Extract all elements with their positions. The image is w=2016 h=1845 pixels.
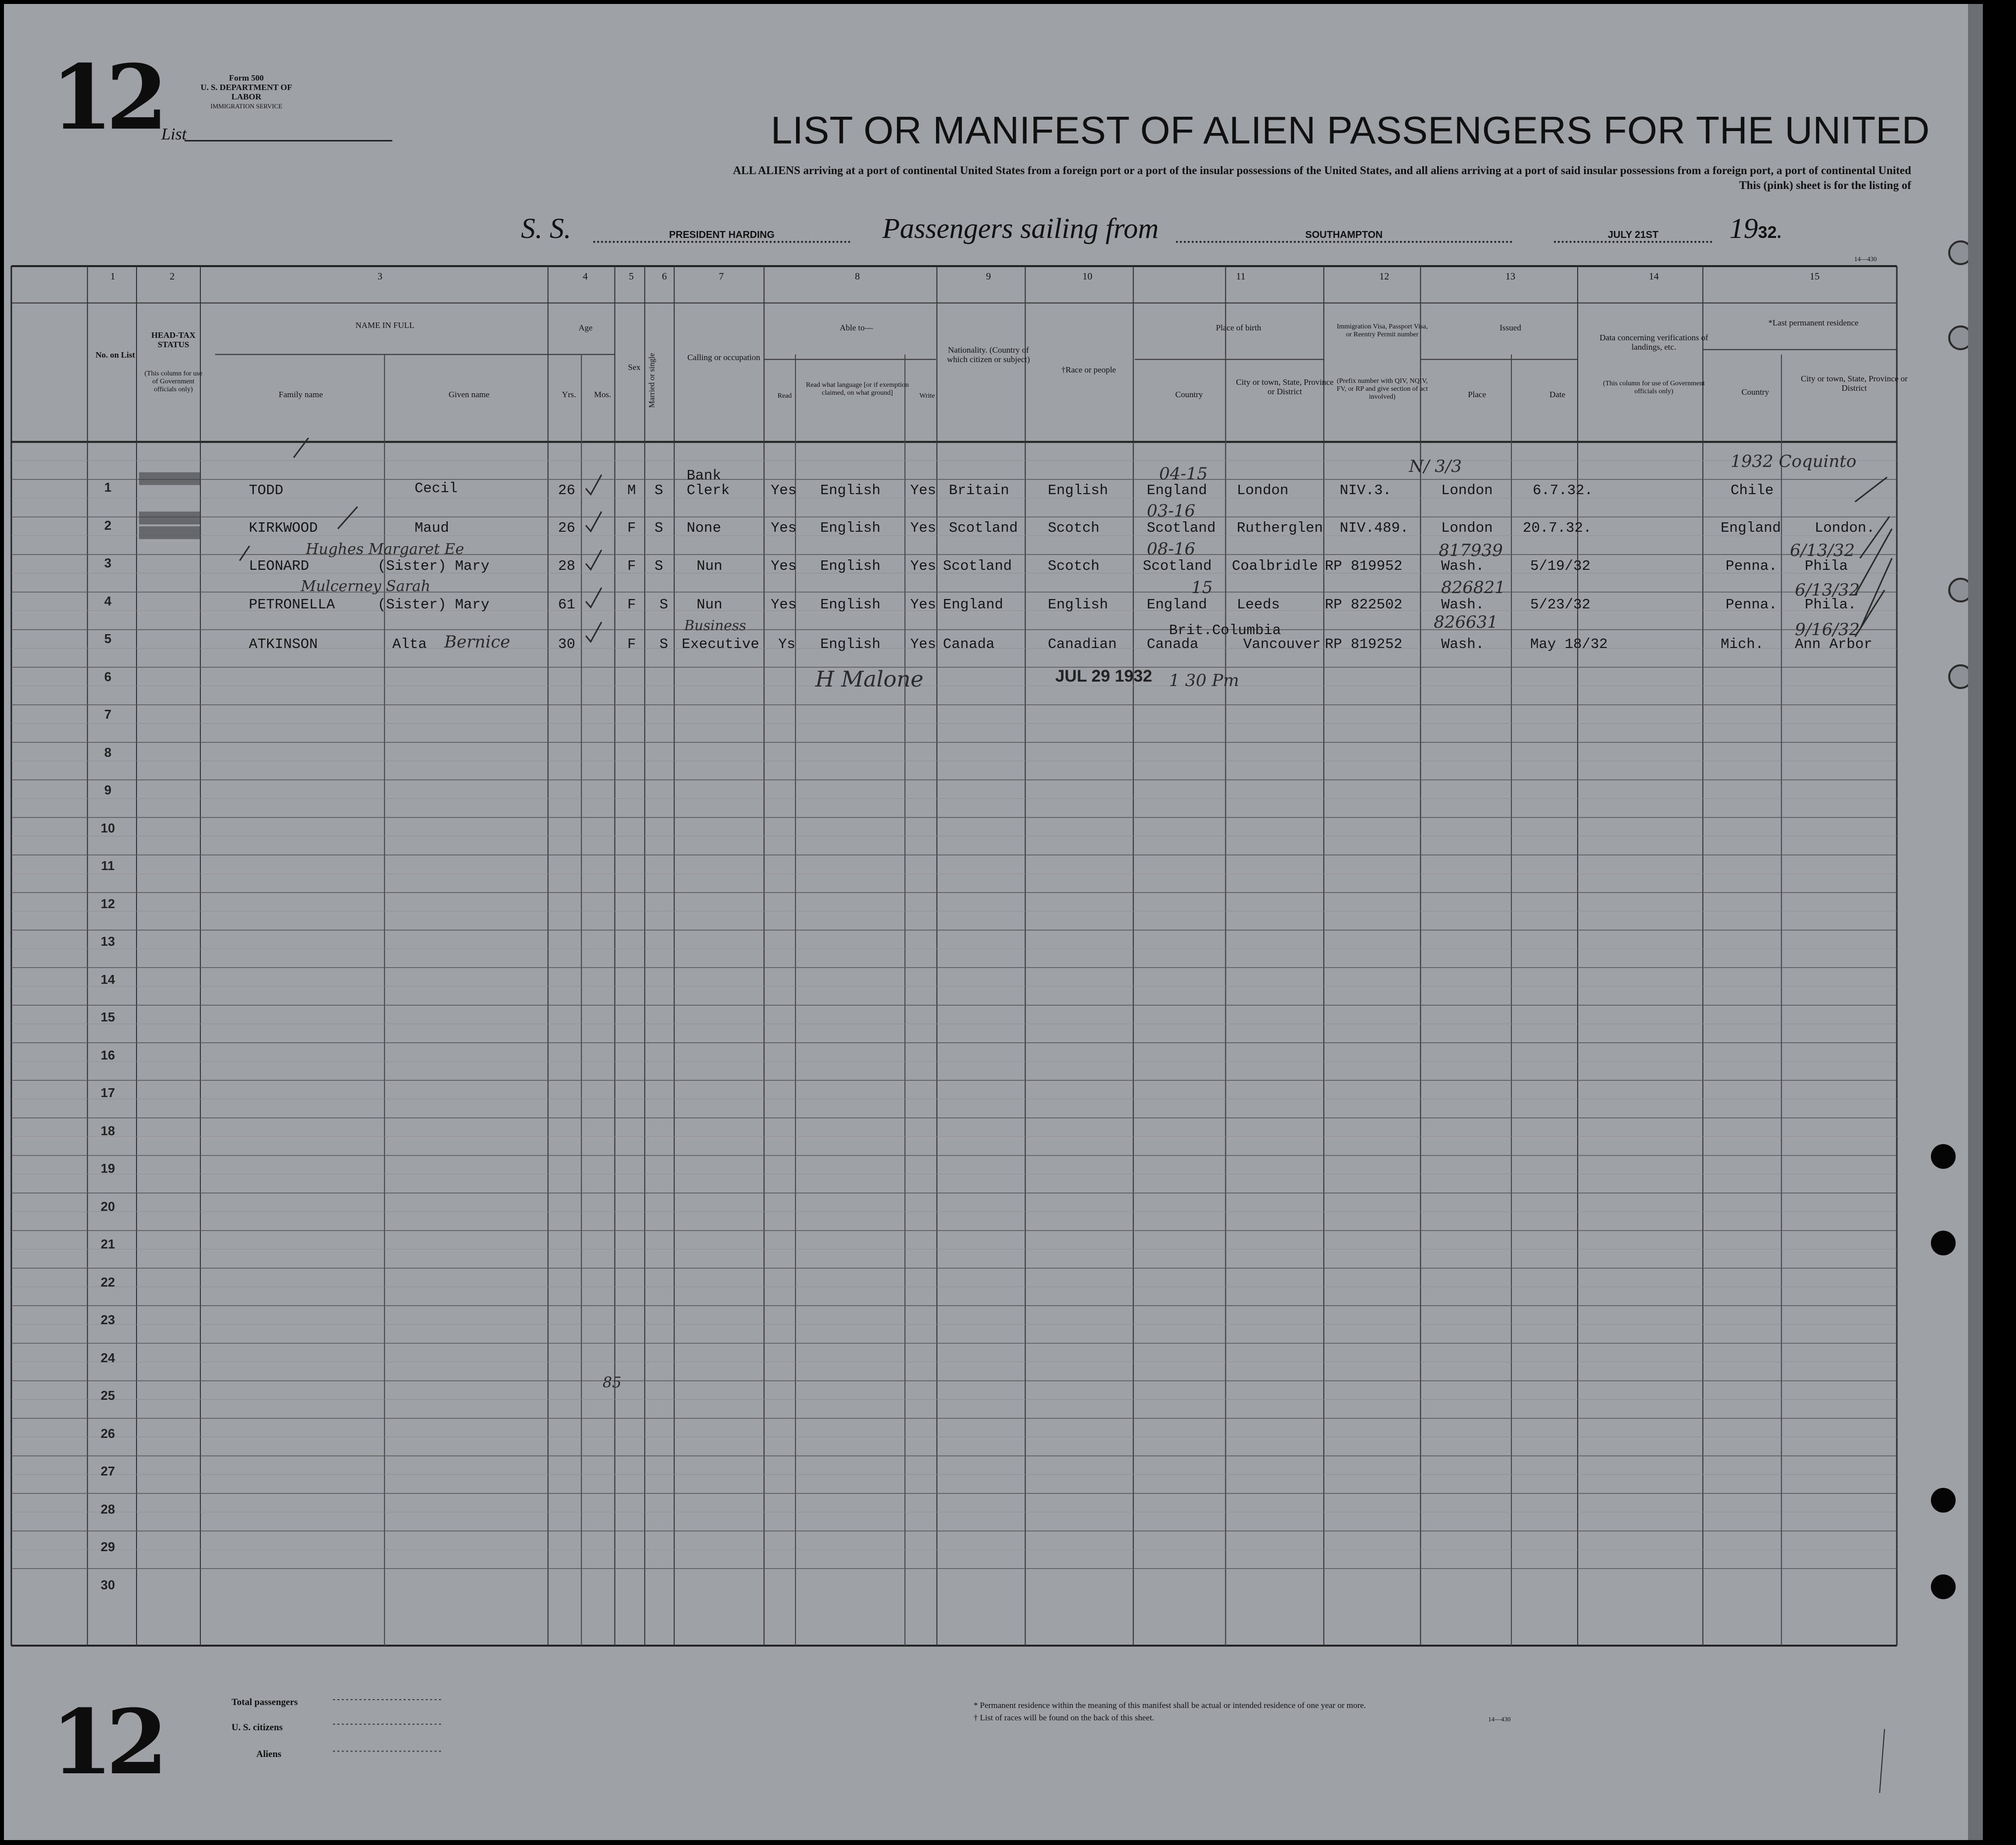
hdr-issued: Issued xyxy=(1500,323,1521,332)
colnum-8: 8 xyxy=(855,271,860,282)
subtitle-2: This (pink) sheet is for the listing of xyxy=(1739,179,1911,191)
issued-date: 6.7.32. xyxy=(1533,482,1593,499)
row-number: 25 xyxy=(100,1388,115,1403)
row-number: 16 xyxy=(100,1047,115,1062)
birth-country: Canada xyxy=(1147,636,1199,652)
colnum-10: 10 xyxy=(1082,271,1092,282)
language: English xyxy=(820,636,881,652)
race: Canadian xyxy=(1048,636,1117,652)
port-name: SOUTHAMPTON xyxy=(1176,230,1512,243)
hdr-married: Married or single xyxy=(648,353,656,408)
row-number: 6 xyxy=(104,669,112,684)
write: Yes xyxy=(910,597,937,613)
hdr-read: Read xyxy=(777,392,792,400)
residence-city: London. xyxy=(1815,520,1875,536)
hdr-able-to: Able to— xyxy=(840,323,873,332)
issued-place: London xyxy=(1441,520,1493,536)
read: Yes xyxy=(771,520,797,536)
row-number: 8 xyxy=(104,744,112,760)
sex: F xyxy=(627,636,636,652)
hand-r3-dates: 08-16 xyxy=(1147,539,1196,559)
language: English xyxy=(820,482,881,499)
nationality: Scotland xyxy=(943,558,1012,574)
row-number: 29 xyxy=(100,1539,115,1554)
pen-stroke xyxy=(1879,1729,1884,1793)
hand-r4-dates: 15 xyxy=(1191,578,1213,598)
check-mark xyxy=(586,511,602,531)
hdr-mos: Mos. xyxy=(594,390,611,399)
year-prefix: 19 xyxy=(1729,212,1758,244)
binder-hole xyxy=(1948,664,1973,689)
residence-country: Mich. xyxy=(1721,636,1764,652)
colnum-14: 14 xyxy=(1649,271,1659,282)
occupation: None xyxy=(687,520,721,536)
hdr-family-name: Family name xyxy=(279,390,323,399)
residence-country: Penna. xyxy=(1726,558,1778,574)
birth-country: Scotland xyxy=(1147,520,1216,536)
manifest-sheet xyxy=(4,4,1983,1840)
hdr-calling: Calling or occupation xyxy=(687,353,760,362)
occupation: Nun xyxy=(697,558,723,574)
row-number: 18 xyxy=(100,1123,115,1138)
language: English xyxy=(820,558,881,574)
family-name: PETRONELLA xyxy=(249,597,335,613)
row-number: 7 xyxy=(104,707,112,722)
given-name: (Sister) Mary xyxy=(377,597,490,613)
visa-number: RP 822502 xyxy=(1325,597,1403,613)
hdr-head-tax: HEAD-TAX STATUS xyxy=(151,330,196,349)
row-number: 15 xyxy=(100,1010,115,1024)
row-number: 11 xyxy=(101,858,115,873)
colnum-13: 13 xyxy=(1505,271,1515,282)
us-citizens-label: U. S. citizens xyxy=(232,1722,283,1733)
birth-city: Vancouver xyxy=(1243,636,1321,652)
hdr-issued-place: Place xyxy=(1468,390,1486,399)
birth-city: Rutherglen xyxy=(1237,520,1323,536)
issued-place: Wash. xyxy=(1441,597,1485,613)
sex: M xyxy=(627,482,636,499)
read: Ys xyxy=(778,636,796,652)
colnum-4: 4 xyxy=(583,271,588,282)
row-number: 3 xyxy=(104,555,112,570)
hdr-nationality: Nationality. (Country of which citizen or subject) xyxy=(947,345,1030,364)
race: English xyxy=(1048,482,1108,499)
hdr-given-name: Given name xyxy=(448,390,490,399)
colnum-1: 1 xyxy=(110,271,115,282)
punch-hole xyxy=(1931,1231,1956,1255)
issued-date: 5/23/32 xyxy=(1530,597,1591,613)
row-number: 9 xyxy=(104,783,112,797)
residence-country: Chile xyxy=(1731,482,1774,499)
birth-city: London xyxy=(1237,482,1289,499)
birth-note: Brit.Columbia xyxy=(1169,622,1281,639)
visa-number: RP 819952 xyxy=(1325,558,1403,574)
marital: S xyxy=(659,597,668,613)
row-number: 22 xyxy=(100,1274,115,1290)
marital: S xyxy=(659,636,668,652)
hand-r4-res: 6/13/32 xyxy=(1795,580,1860,600)
birth-country: England xyxy=(1147,482,1207,499)
hdr-name-in-full: NAME IN FULL xyxy=(355,321,415,330)
row-number: 26 xyxy=(100,1426,115,1441)
head-tax-stamp xyxy=(139,511,200,524)
sex: F xyxy=(627,597,636,613)
visa-number: NIV.3. xyxy=(1340,482,1392,499)
family-name: ATKINSON xyxy=(249,636,318,652)
visa-number: RP 819252 xyxy=(1325,636,1403,652)
footnote-races: † List of races will be found on the back of this sheet. xyxy=(974,1713,1154,1722)
write: Yes xyxy=(910,520,937,536)
hand-r5-given: Bernice xyxy=(444,632,511,652)
colnum-2: 2 xyxy=(170,271,175,282)
age: 26 xyxy=(558,482,575,499)
hdr-sex: Sex xyxy=(628,363,641,372)
row-number: 24 xyxy=(100,1350,115,1365)
hdr-issued-date: Date xyxy=(1549,390,1566,399)
service-name: IMMIGRATION SERVICE xyxy=(210,102,282,110)
row-number: 19 xyxy=(100,1161,115,1176)
pen-stroke xyxy=(239,546,249,561)
sailing-date: JULY 21ST xyxy=(1554,230,1712,243)
issued-date: May 18/32 xyxy=(1530,636,1608,652)
hdr-place-of-birth: Place of birth xyxy=(1216,323,1262,332)
birth-country: England xyxy=(1147,597,1207,613)
hdr-pob-city: City or town, State, Province or District xyxy=(1236,377,1334,396)
hand-r1-visa: N/ 3/3 xyxy=(1409,457,1462,476)
pen-stroke xyxy=(338,507,358,529)
binder-hole xyxy=(1948,578,1973,602)
residence-country: England xyxy=(1721,520,1781,536)
family-name: TODD xyxy=(249,482,283,499)
write: Yes xyxy=(910,636,937,652)
given-name: Alta xyxy=(392,636,427,652)
hand-r2-dates: 03-16 xyxy=(1147,501,1196,521)
birth-country: Scotland xyxy=(1143,558,1212,574)
read: Yes xyxy=(771,482,797,499)
age: 61 xyxy=(558,597,575,613)
hdr-last-res-city: City or town, State, Province or District xyxy=(1801,374,1908,393)
marital: S xyxy=(655,482,663,499)
nationality: England xyxy=(943,597,1003,613)
language: English xyxy=(820,597,881,613)
read: Yes xyxy=(771,597,797,613)
hand-r3-number: 817939 xyxy=(1439,541,1503,560)
row-number: 1 xyxy=(104,480,112,495)
read: Yes xyxy=(771,558,797,574)
row-number: 17 xyxy=(100,1085,115,1100)
aliens-label: Aliens xyxy=(256,1749,281,1759)
hand-r3-name: Hughes Margaret Ee xyxy=(306,541,465,558)
hand-row25-mark: 85 xyxy=(603,1374,622,1391)
check-mark xyxy=(586,475,602,495)
hdr-write: Write xyxy=(919,392,935,400)
issued-place: London xyxy=(1441,482,1493,499)
colnum-5: 5 xyxy=(629,271,634,282)
nationality: Britain xyxy=(949,482,1009,499)
birth-city: Coalbridle xyxy=(1232,558,1318,574)
page-number-top: 12 xyxy=(51,46,161,150)
list-label: List xyxy=(161,125,187,143)
department-name: U. S. DEPARTMENT OF LABOR xyxy=(200,83,292,101)
head-tax-stamp xyxy=(139,526,200,539)
visa-number: NIV.489. xyxy=(1340,520,1409,536)
form-code-bottom: 14—430 xyxy=(1488,1715,1511,1723)
occupation: Nun xyxy=(697,597,723,613)
row-number: 10 xyxy=(100,820,115,835)
colnum-15: 15 xyxy=(1810,271,1820,282)
given-name: Cecil xyxy=(415,480,458,497)
issued-date: 20.7.32. xyxy=(1523,520,1592,536)
footnote-residence: * Permanent residence within the meaning of this manifest shall be actual or intended residence of one year or more. xyxy=(974,1701,1366,1710)
race: English xyxy=(1048,597,1108,613)
colnum-11: 11 xyxy=(1236,271,1246,282)
row-number: 21 xyxy=(100,1237,115,1251)
given-name: Maud xyxy=(415,520,449,536)
hdr-race: †Race or people xyxy=(1061,365,1116,374)
hdr-visa-note: (Prefix number with QIV, NQIV, FV, or RP and give section of act involved) xyxy=(1336,377,1428,401)
hdr-verifications-note: (This column for use of Government officials only) xyxy=(1603,380,1705,395)
residence-city: Ann Arbor xyxy=(1795,636,1873,652)
binder-hole xyxy=(1948,240,1973,265)
check-mark xyxy=(586,550,602,570)
hand-r5-res: 9/16/32 xyxy=(1795,620,1860,640)
write: Yes xyxy=(910,482,937,499)
hand-r5-number: 826631 xyxy=(1434,612,1498,632)
form-code-top: 14—430 xyxy=(1854,255,1877,263)
race: Scotch xyxy=(1048,520,1100,536)
colnum-6: 6 xyxy=(662,271,667,282)
birth-city: Leeds xyxy=(1237,597,1280,613)
colnum-9: 9 xyxy=(986,271,991,282)
check-mark xyxy=(586,622,602,642)
hdr-yrs: Yrs. xyxy=(562,390,576,399)
nationality: Canada xyxy=(943,636,995,652)
head-tax-stamp xyxy=(139,472,200,485)
race: Scotch xyxy=(1048,558,1100,574)
hdr-head-tax-note: (This column for use of Government officials only) xyxy=(144,370,203,393)
hdr-last-res-country: Country xyxy=(1741,387,1769,397)
marital: S xyxy=(655,558,663,574)
form-no: Form 500 xyxy=(229,73,264,83)
issued-place: Wash. xyxy=(1441,636,1485,652)
punch-hole xyxy=(1931,1488,1956,1513)
hand-time: 1 30 Pm xyxy=(1169,671,1239,691)
issued-date: 5/19/32 xyxy=(1530,558,1591,574)
year-suffix: 32. xyxy=(1758,223,1782,242)
row-number: 4 xyxy=(104,593,112,608)
page-title: LIST OR MANIFEST OF ALIEN PASSENGERS FOR THE UNITED xyxy=(771,108,1930,152)
ship-name: PRESIDENT HARDING xyxy=(593,230,850,243)
colnum-3: 3 xyxy=(377,271,382,282)
ss-label: S. S. xyxy=(521,212,571,244)
check-mark xyxy=(586,588,602,607)
hdr-visa: Immigration Visa, Passport Visa, or Reentry Permit number xyxy=(1336,323,1428,338)
hand-r4-name: Mulcerney Sarah xyxy=(301,578,431,595)
marital: S xyxy=(655,520,663,536)
row-number: 5 xyxy=(104,631,112,646)
language: English xyxy=(820,520,881,536)
age: 26 xyxy=(558,520,575,536)
tick-mark xyxy=(1860,558,1892,630)
row-number: 28 xyxy=(100,1501,115,1517)
sex: F xyxy=(627,520,636,536)
page-number-bottom: 12 xyxy=(51,1690,161,1795)
hand-r4-number: 826821 xyxy=(1441,578,1505,598)
hdr-pob-country: Country xyxy=(1175,390,1203,399)
residence-city: Phila xyxy=(1805,558,1848,574)
given-name: (Sister) Mary xyxy=(377,558,490,574)
hdr-verifications: Data concerning verifications of landings, etc. xyxy=(1599,333,1708,352)
occupation: Executive xyxy=(682,636,759,652)
hand-r1-residence: 1932 Coquinto xyxy=(1731,452,1857,471)
hand-r5-occupation: Business xyxy=(684,617,747,634)
family-name: KIRKWOOD xyxy=(249,520,318,536)
hdr-no-on-list: No. on List xyxy=(95,350,135,360)
hand-r3-res: 6/13/32 xyxy=(1790,541,1855,560)
write: Yes xyxy=(910,558,937,574)
binder-hole xyxy=(1948,325,1973,350)
sailing-label: Passengers sailing from xyxy=(882,212,1159,244)
date-stamp: JUL 29 1932 xyxy=(1055,667,1152,686)
residence-country: Penna. xyxy=(1726,597,1778,613)
row-number: 14 xyxy=(100,971,115,987)
residence-city: Phila. xyxy=(1805,597,1857,613)
colnum-7: 7 xyxy=(719,271,724,282)
subtitle-1: ALL ALIENS arriving at a port of continental United States from a foreign port or a port of the insular possessions of the United States, and all aliens arriving at a port of said insular possessions from a foreign port, a port of continental United xyxy=(733,164,1911,177)
nationality: Scotland xyxy=(949,520,1018,536)
hdr-last-res: *Last permanent residence xyxy=(1768,318,1859,327)
row-number: 13 xyxy=(100,934,115,949)
colnum-12: 12 xyxy=(1379,271,1389,282)
row-number: 12 xyxy=(100,896,115,911)
occupation-line-2: Clerk xyxy=(687,482,730,499)
row-number: 30 xyxy=(100,1577,115,1592)
sex: F xyxy=(627,558,636,574)
hand-r1-dates: 04-15 xyxy=(1159,464,1208,484)
occupation-line-1: Bank xyxy=(687,467,721,484)
issued-place: Wash. xyxy=(1441,558,1485,574)
punch-hole xyxy=(1931,1574,1956,1599)
total-passengers-label: Total passengers xyxy=(232,1697,298,1707)
age: 28 xyxy=(558,558,575,574)
hdr-read-lang: Read what language [or if exemption claimed, on what ground] xyxy=(806,381,909,397)
family-name: LEONARD xyxy=(249,558,309,574)
row-number: 27 xyxy=(100,1464,115,1478)
punch-hole xyxy=(1931,1144,1956,1169)
row-number: 2 xyxy=(104,517,112,533)
inspector-signature: H Malone xyxy=(815,667,924,692)
hdr-age: Age xyxy=(578,323,593,332)
row-number: 23 xyxy=(100,1312,115,1327)
row-number: 20 xyxy=(100,1199,115,1214)
age: 30 xyxy=(558,636,575,652)
